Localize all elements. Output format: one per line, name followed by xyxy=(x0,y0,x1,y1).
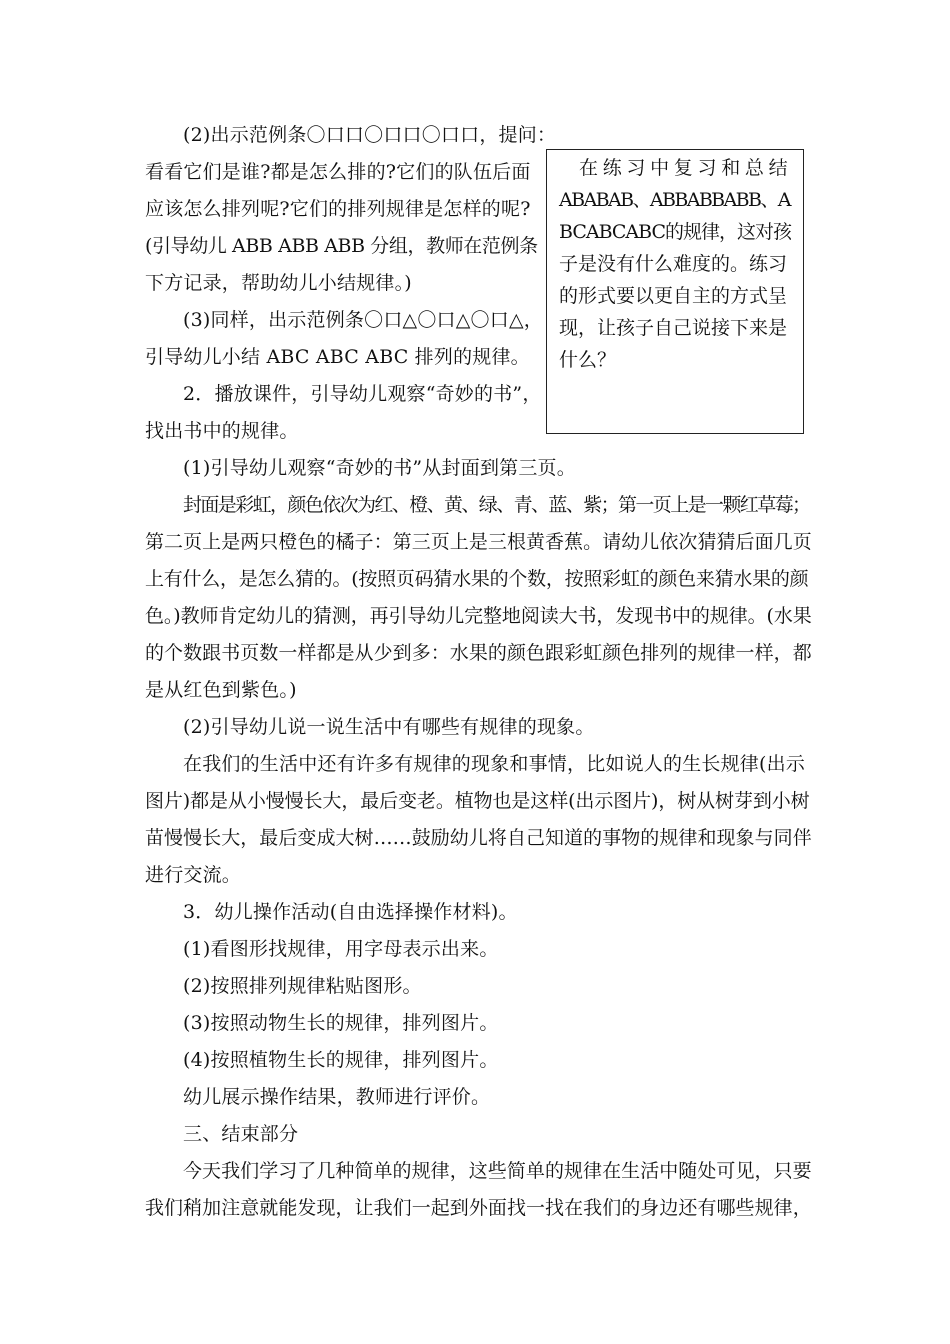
note-line: 子是没有什么难度的。练习 xyxy=(559,253,788,275)
note-line: 现，让孩子自己说接下来是 xyxy=(559,317,788,339)
paragraph-line: 苗慢慢长大，最后变成大树……鼓励幼儿将自己知道的事物的规律和现象与同伴 xyxy=(145,827,812,849)
paragraph-line: 今天我们学习了几种简单的规律，这些简单的规律在生活中随处可见，只要 xyxy=(183,1160,812,1182)
note-line: 的形式要以更自主的方式呈 xyxy=(559,285,788,307)
paragraph-line: (引导幼儿 ABB ABB ABB 分组，教师在范例条 xyxy=(145,235,538,257)
paragraph-line: (3)按照动物生长的规律，排列图片。 xyxy=(183,1012,499,1034)
paragraph-line: 3．幼儿操作活动(自由选择操作材料)。 xyxy=(183,901,518,923)
paragraph-line: 第二页上是两只橙色的橘子：第三页上是三根黄香蕉。请幼儿依次猜猜后面几页 xyxy=(145,531,812,553)
paragraph-line: 图片)都是从小慢慢长大，最后变老。植物也是这样(出示图片)，树从树芽到小树 xyxy=(145,790,810,812)
paragraph-line: (2)出示范例条〇口口〇口口〇口口，提问： xyxy=(183,124,557,146)
note-line: ABABAB、ABBABBABB、A xyxy=(559,189,790,211)
paragraph-line: (1)引导幼儿观察“奇妙的书”从封面到第三页。 xyxy=(183,457,576,479)
paragraph-line: 色。)教师肯定幼儿的猜测，再引导幼儿完整地阅读大书，发现书中的规律。(水果 xyxy=(145,605,812,627)
paragraph-line: (2)引导幼儿说一说生活中有哪些有规律的现象。 xyxy=(183,716,595,738)
paragraph-line: 幼儿展示操作结果，教师进行评价。 xyxy=(183,1086,491,1108)
paragraph-line: (4)按照植物生长的规律，排列图片。 xyxy=(183,1049,499,1071)
paragraph-line: (1)看图形找规律，用字母表示出来。 xyxy=(183,938,499,960)
paragraph-line: 在我们的生活中还有许多有规律的现象和事情，比如说人的生长规律(出示 xyxy=(183,753,806,775)
paragraph-line: 我们稍加注意就能发现，让我们一起到外面找一找在我们的身边还有哪些规律， xyxy=(145,1197,812,1219)
note-line: 什么？ xyxy=(559,349,617,371)
paragraph-line: 2．播放课件，引导幼儿观察“奇妙的书”， xyxy=(183,383,542,405)
paragraph-line: 封面是彩虹，颜色依次为红、橙、黄、绿、青、蓝、紫；第一页上是一颗红草莓； xyxy=(183,494,810,516)
paragraph-line: 的个数跟书页数一样都是从少到多：水果的颜色跟彩虹颜色排列的规律一样，都 xyxy=(145,642,812,664)
paragraph-line: 引导幼儿小结 ABC ABC ABC 排列的规律。 xyxy=(145,346,530,368)
paragraph-line: 是从红色到紫色。) xyxy=(145,679,297,701)
paragraph-line: 下方记录，帮助幼儿小结规律。) xyxy=(145,272,412,294)
note-line: 在练习中复习和总结 xyxy=(579,157,793,179)
paragraph-line: (3)同样，出示范例条〇口△〇口△〇口△， xyxy=(183,309,543,331)
margin-note-box xyxy=(546,149,804,434)
note-line: BCABCABC的规律，这对孩 xyxy=(559,221,792,243)
paragraph-line: 看看它们是谁?都是怎么排的?它们的队伍后面 xyxy=(145,161,531,183)
paragraph-line: (2)按照排列规律粘贴图形。 xyxy=(183,975,422,997)
paragraph-line: 上有什么，是怎么猜的。(按照页码猜水果的个数，按照彩虹的颜色来猜水果的颜 xyxy=(145,568,809,590)
section-heading: 三、结束部分 xyxy=(183,1123,299,1145)
paragraph-line: 应该怎么排列呢?它们的排列规律是怎样的呢? xyxy=(145,198,531,220)
paragraph-line: 找出书中的规律。 xyxy=(145,420,299,442)
paragraph-line: 进行交流。 xyxy=(145,864,242,886)
